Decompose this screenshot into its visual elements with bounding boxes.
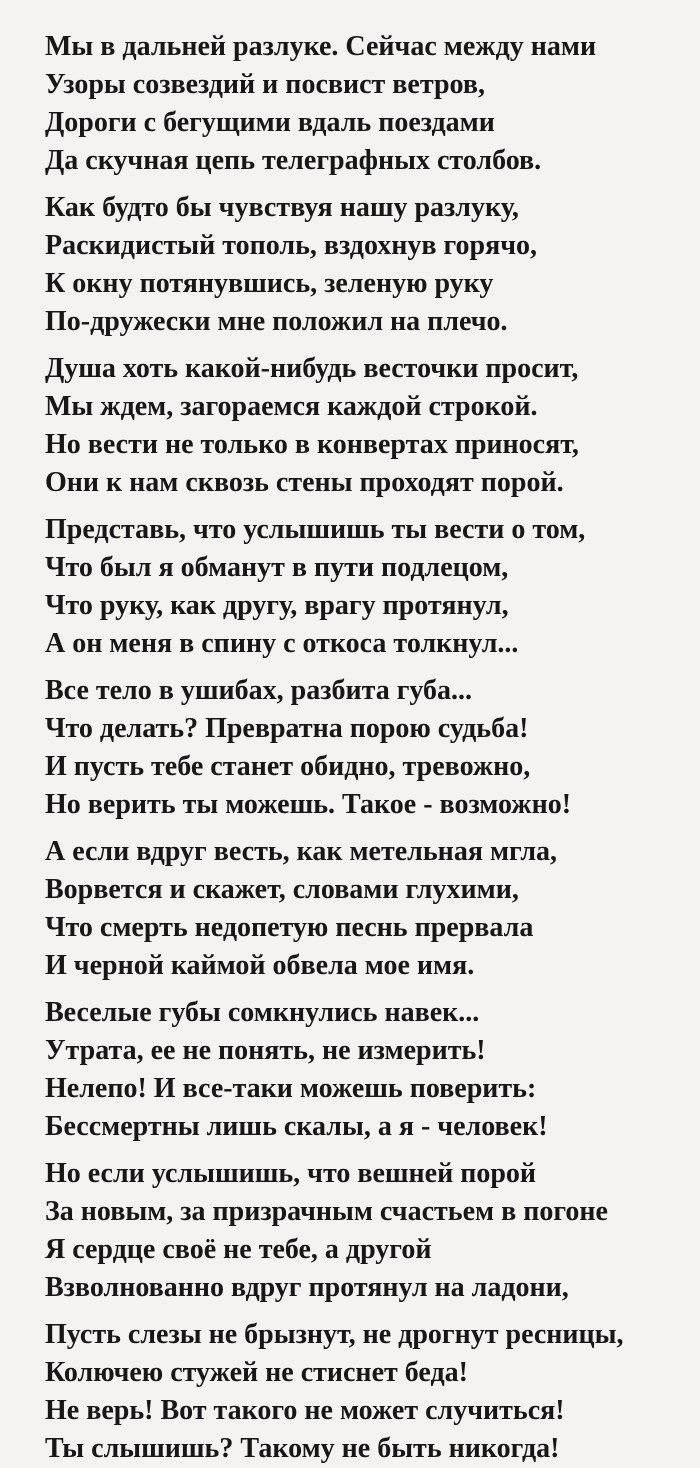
poem-line: Но вести не только в конвертах приносят,	[45, 429, 579, 460]
poem-line: Да скучная цепь телеграфных столбов.	[45, 145, 542, 176]
poem-line: Раскидистый тополь, вздохнув горячо,	[45, 230, 538, 261]
poem-line: Мы ждем, загораемся каждой строкой.	[45, 391, 538, 422]
poem-stanza	[45, 994, 680, 1146]
poem-line: За новым, за призрачным счастьем в погоне	[45, 1196, 608, 1227]
poem-stanza	[45, 350, 680, 502]
poem-line: По-дружески мне положил на плечо.	[45, 306, 508, 337]
poem-line: Ворвется и скажет, словами глухими,	[45, 874, 519, 905]
poem-stanza	[45, 511, 680, 663]
poem-line: Ты слышишь? Такому не быть никогда!	[45, 1433, 560, 1464]
poem-line: Душа хоть какой-нибудь весточки просит,	[45, 353, 579, 384]
poem-line: Пусть слезы не брызнут, не дрогнут ресницы,	[45, 1319, 624, 1350]
poem-stanza	[45, 28, 680, 180]
poem-line: Нелепо! И все-таки можешь поверить:	[45, 1073, 537, 1104]
poem-line: Но если услышишь, что вешней порой	[45, 1158, 537, 1189]
poem-line: Веселые губы сомкнулись навек...	[45, 997, 480, 1028]
poem-line: Что руку, как другу, врагу протянул,	[45, 590, 509, 621]
poem-line: И пусть тебе станет обидно, тревожно,	[45, 751, 531, 782]
poem-line: Дороги с бегущими вдаль поездами	[45, 107, 495, 138]
poem-stanza	[45, 1155, 680, 1307]
poem-line: Но верить ты можешь. Такое - возможно!	[45, 789, 572, 820]
poem-line: Что был я обманут в пути подлецом,	[45, 552, 509, 583]
poem-line: К окну потянувшись, зеленую руку	[45, 268, 494, 299]
poem-line: Мы в дальней разлуке. Сейчас между нами	[45, 31, 597, 62]
poem-line: Колючею стужей не стиснет беда!	[45, 1357, 468, 1388]
poem-line: Представь, что услышишь ты вести о том,	[45, 514, 586, 545]
poem-stanza	[45, 672, 680, 824]
poem-line: Взволнованно вдруг протянул на ладони,	[45, 1272, 569, 1303]
poem-stanza	[45, 1316, 680, 1468]
poem-line: Утрата, ее не понять, не измерить!	[45, 1035, 486, 1066]
poem-line: Что делать? Превратна порою судьба!	[45, 713, 529, 744]
poem-line: Как будто бы чувствуя нашу разлуку,	[45, 192, 519, 223]
poem-line: Все тело в ушибах, разбита губа...	[45, 675, 473, 706]
poem-line: Что смерть недопетую песнь прервала	[45, 912, 534, 943]
poem-line: А он меня в спину с откоса толкнул...	[45, 628, 519, 659]
poem-line: Они к нам сквозь стены проходят порой.	[45, 467, 564, 498]
poem-line: Я сердце своё не тебе, а другой	[45, 1234, 432, 1265]
poem-line: А если вдруг весть, как метельная мгла,	[45, 836, 558, 867]
poem-stanza	[45, 833, 680, 985]
poem-line: Бессмертны лишь скалы, а я - человек!	[45, 1111, 548, 1142]
poem-line: Узоры созвездий и посвист ветров,	[45, 69, 485, 100]
poem-stanza	[45, 189, 680, 341]
poem-line: Не верь! Вот такого не может случиться!	[45, 1395, 565, 1426]
poem-line: И черной каймой обвела мое имя.	[45, 950, 475, 981]
